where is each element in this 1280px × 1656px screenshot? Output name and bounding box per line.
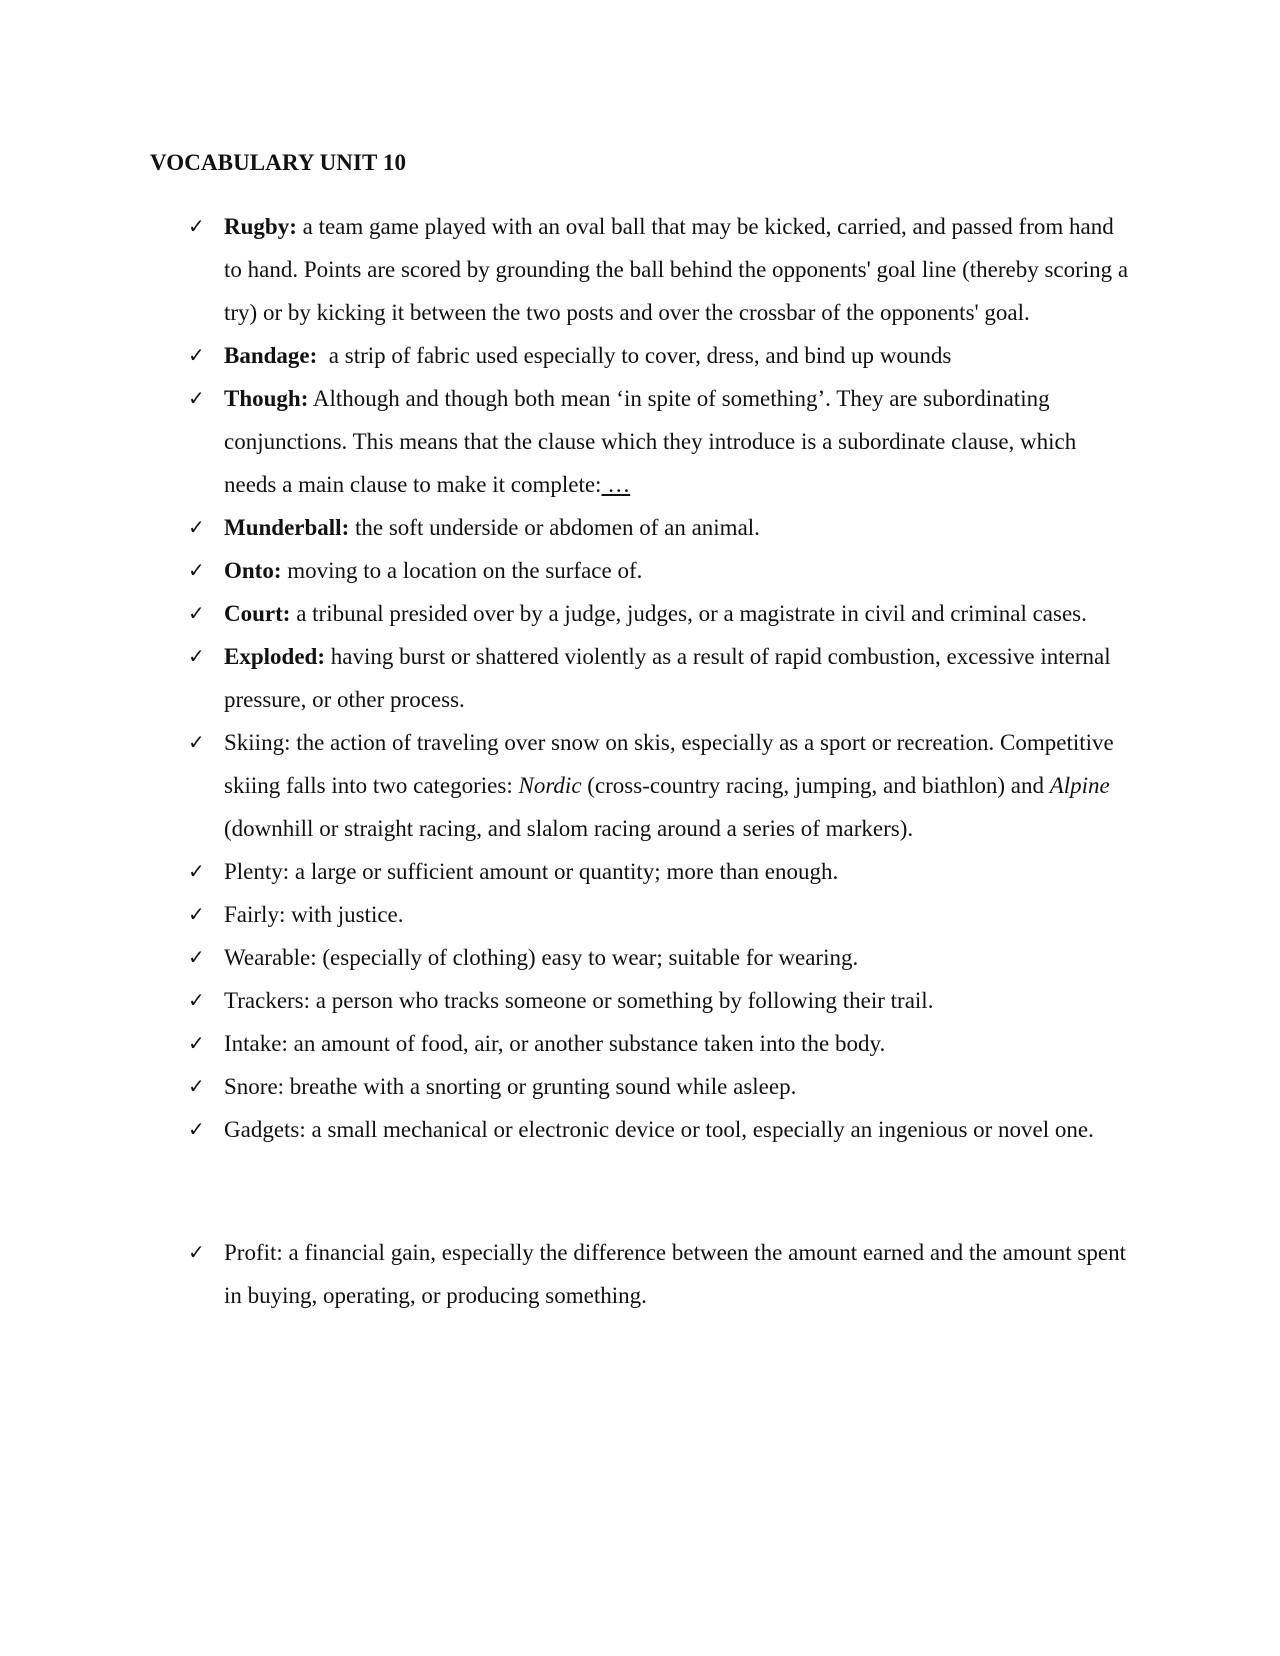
definition: the soft underside or abdomen of an animal.: [349, 515, 760, 540]
vocabulary-list: [0, 205, 1280, 1317]
list-item-skiing: [0, 721, 1280, 850]
checkmark-icon: ✓: [188, 214, 205, 238]
term: Munderball:: [224, 515, 350, 540]
list-item-intake: [0, 1022, 1280, 1065]
definition: Snore: breathe with a snorting or grunting sound while asleep.: [224, 1074, 797, 1099]
term: Onto:: [224, 558, 282, 583]
italic-term: Nordic: [518, 773, 582, 798]
definition: a strip of fabric used especially to cover, dress, and bind up wounds: [317, 343, 952, 368]
list-item-though: [0, 377, 1280, 506]
checkmark-icon: ✓: [188, 730, 205, 754]
definition: Fairly: with justice.: [224, 902, 404, 927]
list-item-exploded: [0, 635, 1280, 721]
checkmark-icon: ✓: [188, 859, 205, 883]
checkmark-icon: ✓: [188, 1031, 205, 1055]
checkmark-icon: ✓: [188, 902, 205, 926]
list-item-munderball: [0, 506, 1280, 549]
list-item-rugby: [0, 205, 1280, 334]
definition: Trackers: a person who tracks someone or something by following their trail.: [224, 988, 934, 1013]
term: Exploded:: [224, 644, 325, 669]
term: Bandage:: [224, 343, 318, 368]
definition: Although and though both mean ‘in spite of something’. They are subordinating conjunctions. This means that the clause which they introduce is a subordinate clause, which needs a main clause to make it complete:: [224, 386, 1077, 497]
checkmark-icon: ✓: [188, 644, 205, 668]
blank-spacer: [0, 1151, 1280, 1231]
list-item-profit: [0, 1231, 1280, 1317]
list-item-snore: [0, 1065, 1280, 1108]
definition: Wearable: (especially of clothing) easy to wear; suitable for wearing.: [224, 945, 859, 970]
ellipsis: …: [601, 472, 631, 497]
definition: (cross-country racing, jumping, and biathlon) and: [581, 773, 1050, 798]
checkmark-icon: ✓: [188, 945, 205, 969]
list-item-trackers: [0, 979, 1280, 1022]
definition: a tribunal presided over by a judge, judges, or a magistrate in civil and criminal cases.: [290, 601, 1087, 626]
definition: a team game played with an oval ball that may be kicked, carried, and passed from hand to hand. Points are scored by grounding the ball behind the opponents' goal line (thereby scoring a try) or by kicking it between the two posts and over the crossbar of the opponents' goal.: [224, 214, 1129, 325]
page-title: VOCABULARY UNIT 10: [150, 150, 407, 175]
term: Though:: [224, 386, 309, 411]
definition: moving to a location on the surface of.: [281, 558, 643, 583]
term: Court:: [224, 601, 291, 626]
checkmark-icon: ✓: [188, 988, 205, 1012]
list-item-plenty: [0, 850, 1280, 893]
definition: Skiing: the action of traveling over snow on skis, especially as a sport or recreation. Competitive skiing falls into two categories:: [224, 730, 1114, 798]
definition: having burst or shattered violently as a result of rapid combustion, excessive internal pressure, or other process.: [224, 644, 1111, 712]
list-item-gadgets: [0, 1108, 1280, 1151]
checkmark-icon: ✓: [188, 1074, 205, 1098]
checkmark-icon: ✓: [188, 1117, 205, 1141]
list-item-fairly: [0, 893, 1280, 936]
definition: Plenty: a large or sufficient amount or quantity; more than enough.: [224, 859, 839, 884]
checkmark-icon: ✓: [188, 558, 205, 582]
definition: Gadgets: a small mechanical or electronic device or tool, especially an ingenious or novel one.: [224, 1117, 1094, 1142]
checkmark-icon: ✓: [188, 601, 205, 625]
definition: Profit: a financial gain, especially the difference between the amount earned and the amount spent in buying, operating, or producing something.: [224, 1240, 1126, 1308]
term: Rugby:: [224, 214, 297, 239]
list-item-wearable: [0, 936, 1280, 979]
definition: Intake: an amount of food, air, or another substance taken into the body.: [224, 1031, 886, 1056]
italic-term: Alpine: [1049, 773, 1110, 798]
list-item-court: [0, 592, 1280, 635]
checkmark-icon: ✓: [188, 1240, 205, 1264]
list-item-onto: [0, 549, 1280, 592]
checkmark-icon: ✓: [188, 386, 205, 410]
list-item-bandage: [0, 334, 1280, 377]
checkmark-icon: ✓: [188, 343, 205, 367]
checkmark-icon: ✓: [188, 515, 205, 539]
definition: (downhill or straight racing, and slalom racing around a series of markers).: [224, 816, 914, 841]
